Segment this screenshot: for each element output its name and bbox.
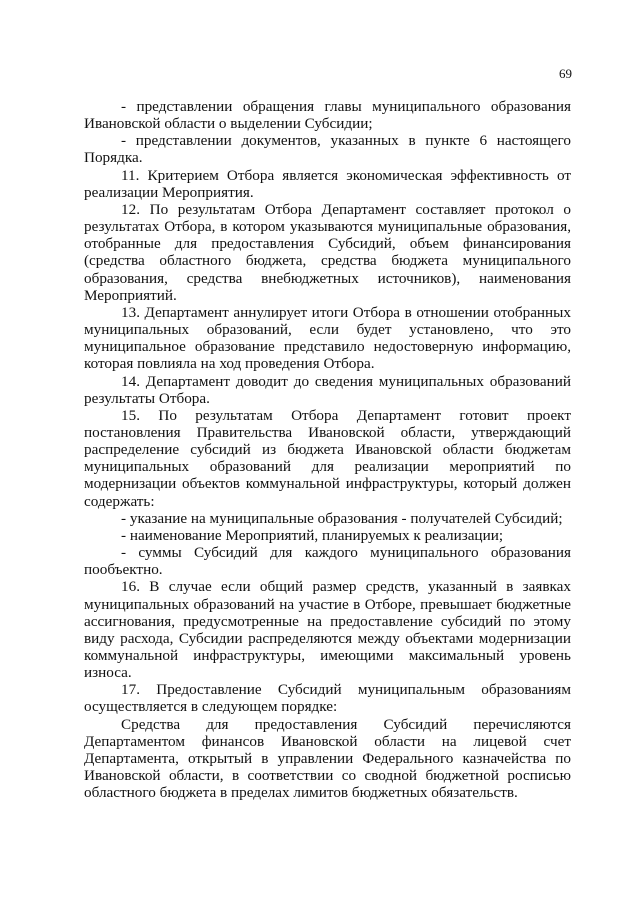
paragraph-15: 15. По результатам Отбора Департамент готовит проект постановления Правительства Ивановской области, утверждающий распределение субсидий из бюджета Ивановской области бюджетам муниципальных образований для реализации мероприятий по модернизации объектов коммунальной инфраструктуры, который должен содержать: <box>84 406 571 510</box>
page-number: 69 <box>559 66 572 81</box>
paragraph-14: 14. Департамент доводит до сведения муниципальных образований результаты Отбора. <box>84 372 571 407</box>
paragraph-11: 11. Критерием Отбора является экономическая эффективность от реализации Мероприятия. <box>84 166 571 201</box>
list-item-measures: - наименование Мероприятий, планируемых к реализации; <box>121 526 504 544</box>
document-body <box>84 98 571 801</box>
paragraph-17: 17. Предоставление Субсидий муниципальным образованиям осуществляется в следующем порядке: <box>84 681 571 716</box>
paragraph-funds: Средства для предоставления Субсидий перечисляются Департаментом финансов Ивановской области на лицевой счет Департамента, открытый в управлении Федерального казначейства по Ивановской области, в соответствии со сводной бюджетной росписью областного бюджета в пределах лимитов бюджетных обязательств. <box>84 715 571 802</box>
paragraph-documents: - представлении документов, указанных в пункте 6 настоящего Порядка. <box>84 132 571 167</box>
list-item-amounts: - суммы Субсидий для каждого муниципального образования пообъектно. <box>84 544 571 579</box>
paragraph-12: 12. По результатам Отбора Департамент составляет протокол о результатах Отбора, в котором указываются муниципальные образования, отобранные для предоставления Субсидий, объем финансирования (средства областного бюджета, средства бюджета муниципального образования, средства внебюджетных источников), наименования Мероприятий. <box>84 200 571 304</box>
paragraph-16: 16. В случае если общий размер средств, указанный в заявках муниципальных образований на участие в Отборе, превышает бюджетные ассигнования, предусмотренные на предоставление субсидий по этому виду расхода, Субсидии распределяются между объектами модернизации коммунальной инфраструктуры, имеющими максимальный уровень износа. <box>84 578 571 682</box>
paragraph-appeal: - представлении обращения главы муниципального образования Ивановской области о выделении Субсидии; <box>84 98 571 133</box>
paragraph-13: 13. Департамент аннулирует итоги Отбора в отношении отобранных муниципальных образований, если будет установлено, что это муниципальное образование представило недостоверную информацию, которая повлияла на ход проведения Отбора. <box>84 303 571 373</box>
list-item-recipients: - указание на муниципальные образования - получателей Субсидий; <box>121 509 563 527</box>
